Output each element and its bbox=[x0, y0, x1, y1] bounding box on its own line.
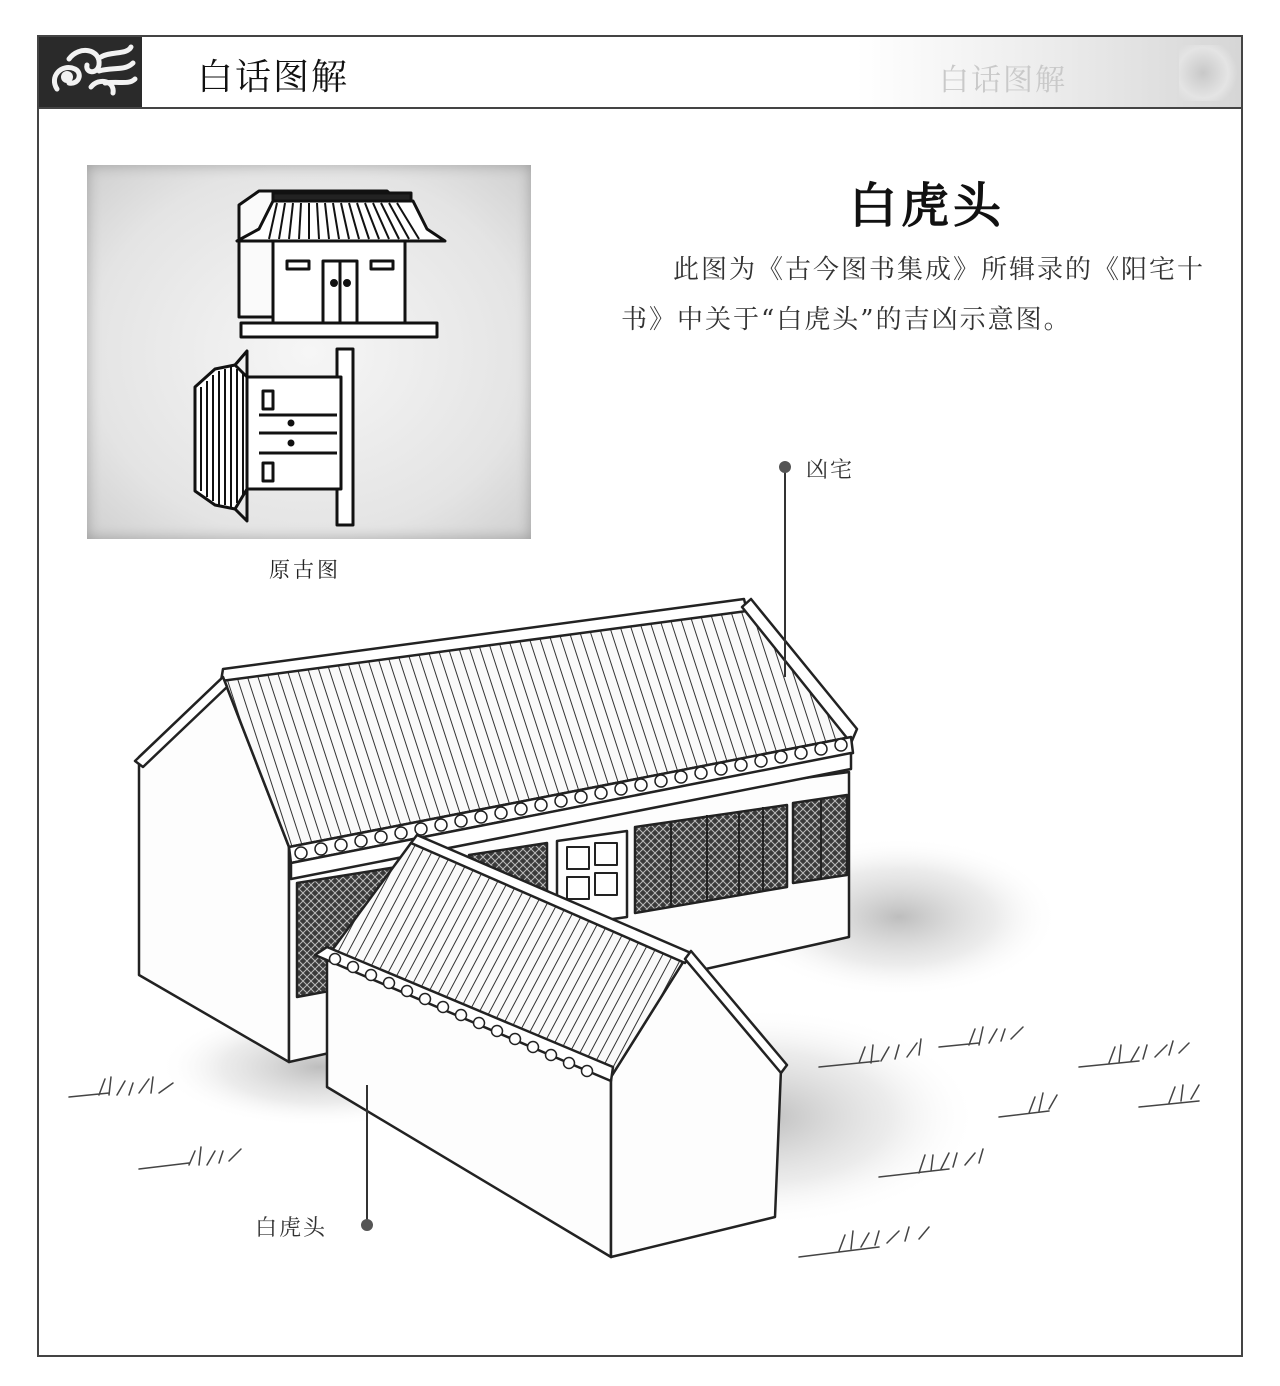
header-watermark-text: 白话图解 bbox=[939, 63, 1067, 98]
page-frame bbox=[37, 35, 1243, 1357]
header-title: 白话图解 bbox=[197, 57, 350, 98]
article-description: 此图为《古今图书集成》所辑录的《阳宅十书》中关于“白虎头”的吉凶示意图。 bbox=[621, 255, 1206, 335]
house-illustration bbox=[39, 37, 1245, 1359]
label-white-tiger-head: 白虎头 bbox=[255, 1216, 328, 1241]
original-figure-caption: 原古图 bbox=[269, 558, 341, 582]
label-ominous-house: 凶宅 bbox=[806, 458, 855, 483]
article-title: 白虎头 bbox=[849, 178, 1006, 234]
